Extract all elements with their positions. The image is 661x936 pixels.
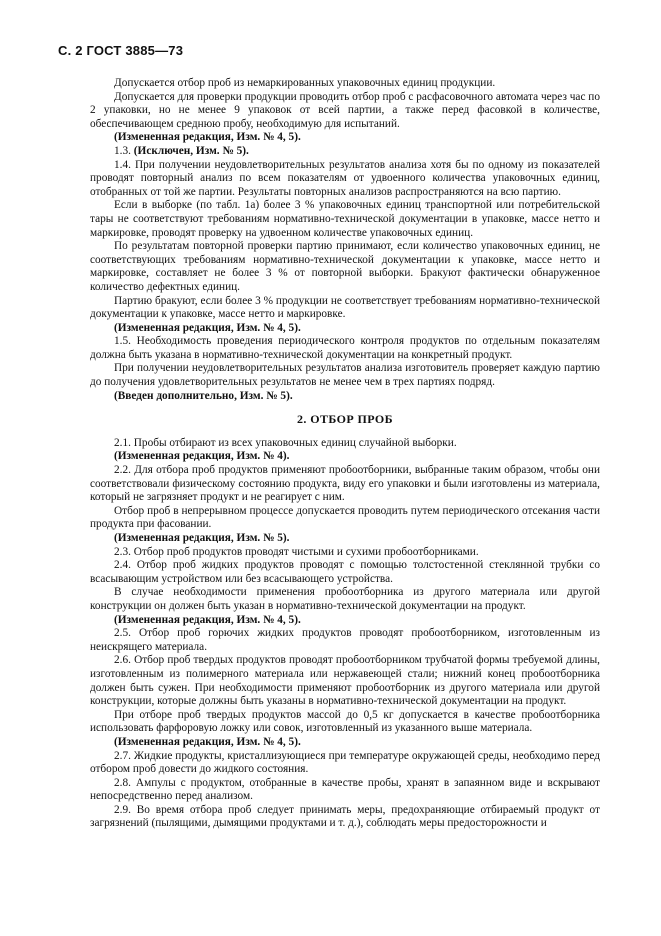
paragraph: 1.4. При получении неудовлетворительных результатов анализа хотя бы по одному из показателей проводят повторный анализ по всем показателям от удвоенного количества упаковочных единиц, отобранных от той же партии. Результаты повторных анализов распространяются на всю партию.: [90, 158, 600, 198]
paragraph: 2.5. Отбор проб горючих жидких продуктов проводят пробоотборником, изготовленным из неискрящего материала.: [90, 627, 600, 653]
paragraph: 1.5. Необходимость проведения периодического контроля продуктов по отдельным показателям должна быть указана в нормативно-технической документации на конкретный продукт.: [90, 335, 600, 361]
amendment-note: (Измененная редакция, Изм. № 5).: [114, 532, 290, 544]
section-1-continuation: [90, 77, 600, 403]
paragraph: 2.6. Отбор проб твердых продуктов проводят пробоотборником трубчатой формы требуемой длины, изготовленным из полимерного материала или нержавеющей стали; нижний конец пробоотборника должен быть сужен. При необходимости применяют пробоотборник из другого материала или другой конструкции, которые должны быть указаны в нормативно-технической документации на продукт.: [90, 654, 600, 708]
amendment-note: (Исключен, Изм. № 5).: [133, 144, 249, 157]
paragraph: 2.3. Отбор проб продуктов проводят чистыми и сухими пробоотборниками.: [114, 545, 479, 558]
paragraph: 2.2. Для отбора проб продуктов применяют пробоотборники, выбранные таким образом, чтобы они соответствовали физическому состоянию продукта, виду его упаковки и были изготовлены из материала, который не загрязняет продукт и не реагирует с ним.: [90, 464, 600, 504]
paragraph: При получении неудовлетворительных результатов анализа изготовитель проверяет каждую партию до получения удовлетворительных результатов не менее чем в трех партиях подряд.: [90, 362, 600, 389]
paragraph: Отбор проб в непрерывном процессе допускается проводить путем периодического отсекания части продукта при фасовании.: [90, 504, 600, 531]
amendment-note: (Измененная редакция, Изм. № 4, 5).: [114, 613, 301, 626]
amendment-note: (Измененная редакция, Изм. № 4).: [114, 450, 290, 463]
paragraph: 2.7. Жидкие продукты, кристаллизующиеся при температуре окружающей среды, необходимо перед отбором проб довести до жидкого состояния.: [90, 749, 600, 776]
paragraph: Если в выборке (по табл. 1а) более 3 % упаковочных единиц транспортной или потребительской тары не соответствуют требованиям нормативно-технической документации в упаковке, массе нетто и маркировке, проводят проверку на удвоенном количестве упаковочных единиц.: [90, 199, 600, 239]
document-body: [90, 77, 600, 831]
section-2-sampling: [90, 437, 600, 831]
amendment-note: (Измененная редакция, Изм. № 4, 5).: [114, 131, 301, 144]
clause-number: 1.3.: [114, 144, 134, 157]
amendment-note: (Введен дополнительно, Изм. № 5).: [114, 389, 293, 402]
amendment-note: (Измененная редакция, Изм. № 4, 5).: [114, 321, 301, 334]
paragraph: 2.9. Во время отбора проб следует принимать меры, предохраняющие отбираемый продукт от загрязнений (пылящими, дымящими продуктами и т. д.), соблюдать меры предосторожности и: [90, 803, 600, 830]
paragraph: В случае необходимости применения пробоотборника из другого материала или другой конструкции он должен быть указан в нормативно-технической документации на продукт.: [90, 586, 600, 612]
paragraph: Допускается отбор проб из немаркированных упаковочных единиц продукции.: [114, 77, 496, 89]
paragraph: 2.4. Отбор проб жидких продуктов проводят с помощью толстостенной стеклянной трубки со всасывающим устройством или без всасывающего устройства.: [90, 559, 600, 585]
paragraph: По результатам повторной проверки партию принимают, если количество упаковочных единиц, не соответствующих требованиям нормативно-технической документации к упаковке, массе нетто и маркировке, составляет не более 3 % от повторной выборки. Бракуют фактически обнаруженное количество дефектных единиц.: [90, 240, 600, 293]
paragraph: Допускается для проверки продукции проводить отбор проб с расфасовочного автомата через час по 2 упаковки, но не менее 9 упаковок от всей партии, а также перед фасовкой в количестве, обеспечивающем среднюю пробу, необходимую для испытаний.: [90, 90, 600, 130]
paragraph: 2.8. Ампулы с продуктом, отобранные в качестве пробы, хранят в запаянном виде и вскрывают непосредственно перед анализом.: [90, 776, 600, 803]
amendment-note: (Измененная редакция, Изм. № 4, 5).: [114, 735, 301, 748]
page-header: С. 2 ГОСТ 3885—73: [58, 43, 184, 58]
section-2-title: 2. ОТБОР ПРОБ: [297, 412, 393, 427]
paragraph: Партию бракуют, если более 3 % продукции не соответствует требованиям нормативно-технической документации к упаковке, массе нетто и маркировке.: [90, 294, 600, 321]
clause-excluded: [90, 145, 600, 159]
paragraph: При отборе проб твердых продуктов массой до 0,5 кг допускается в качестве пробоотборника использовать фарфоровую ложку или совок, изготовленный из указанного выше материала.: [90, 708, 600, 735]
paragraph: 2.1. Пробы отбирают из всех упаковочных единиц случайной выборки.: [114, 436, 457, 449]
